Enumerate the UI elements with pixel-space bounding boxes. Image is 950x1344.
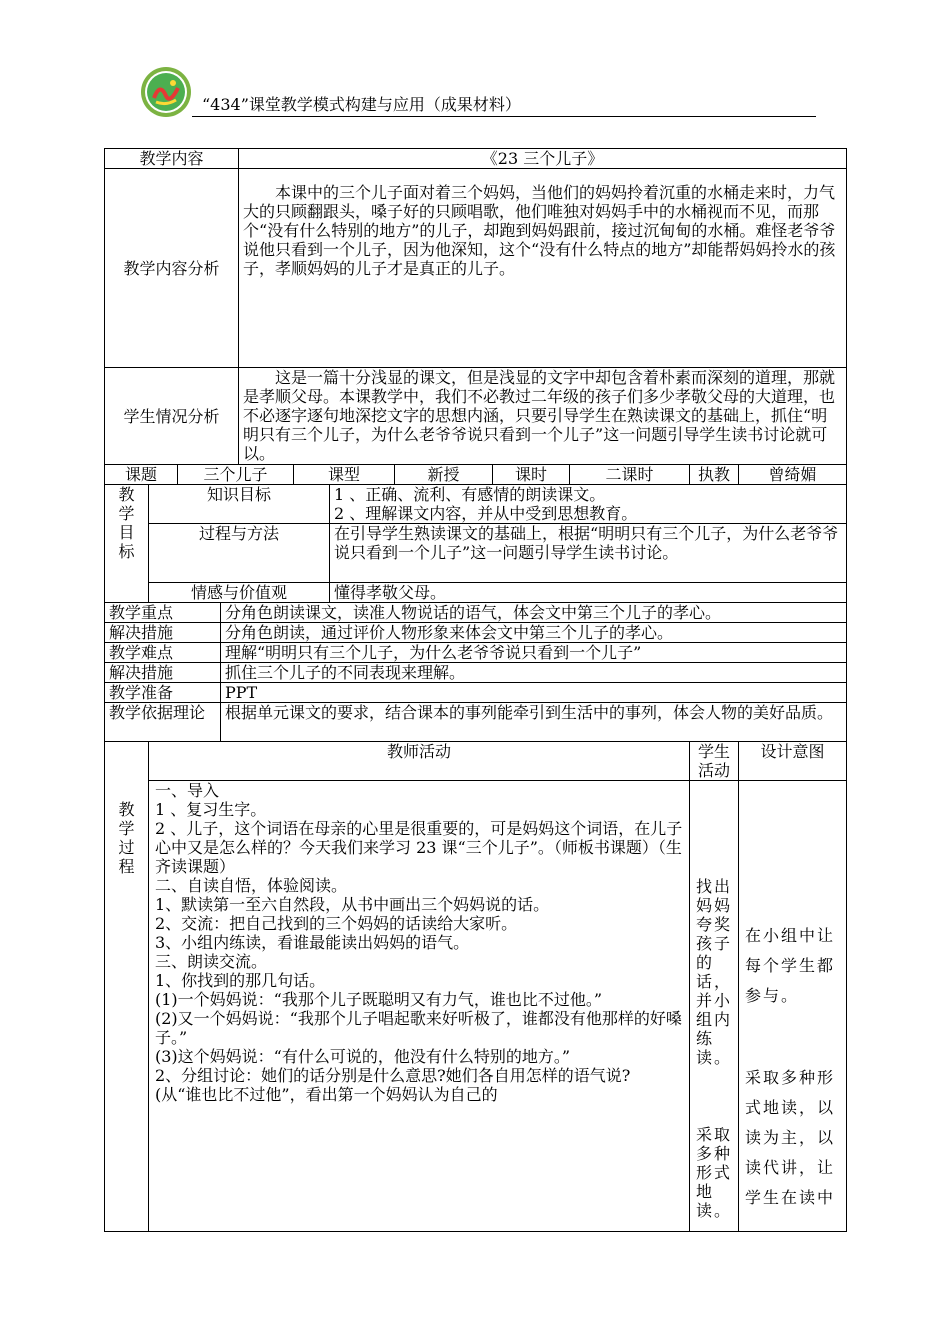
header-divider [192, 116, 816, 117]
school-logo-icon [140, 66, 192, 118]
content-label: 教学内容 [105, 149, 239, 169]
teacher-activity-header: 教师活动 [149, 742, 690, 781]
design-intent-header: 设计意图 [739, 742, 847, 781]
teacher-line: 1、你找到的那几句话。 [155, 971, 326, 990]
teacher-line: 1 、复习生字。 [155, 800, 267, 819]
teacher-value: 曾绮媚 [739, 465, 847, 485]
hours-label: 课时 [493, 465, 570, 485]
design-intent-2: 采取多种形式地读，以读为主，以读代讲，让学生在读中 [745, 1068, 836, 1207]
theory-text: 根据单元课文的要求，结合课本的事列能牵引到生活中的事列，体会人物的美好品质。 [221, 703, 847, 742]
teacher-line: 2、分组讨论：她们的话分别是什么意思?她们各自用怎样的语气说? [155, 1066, 631, 1085]
theory-label: 教学依据理论 [105, 703, 221, 742]
student-activity-2: 采取多种形式地读。 [696, 1125, 733, 1220]
teacher-activity-cell [149, 781, 690, 1232]
difficulty-label: 教学难点 [105, 643, 221, 663]
teacher-line: 二、自读自悟，体验阅读。 [155, 876, 348, 895]
emotion-value-label: 情感与价值观 [149, 583, 330, 603]
content-analysis-text: 本课中的三个儿子面对着三个妈妈，当他们的妈妈拎着沉重的水桶走来时，力气大的只顾翻跟头，嗓子好的只顾唱歌，他们唯独对妈妈手中的水桶视而不见，而那个“没有什么特别的地方”的儿子，却跑到妈妈跟前，接过沉甸甸的水桶。难怪老爷爷说他只看到一个儿子，因为他深知，这个“没有什么特点的地方”却能帮妈妈拎水的孩子，孝顺妈妈的儿子才是真正的儿子。 [239, 169, 847, 368]
student-analysis-label: 学生情况分析 [105, 368, 239, 465]
process-label: 教 学 过 程 [105, 742, 149, 1232]
difficulty-solution-text: 抓住三个儿子的不同表现来理解。 [221, 663, 847, 683]
teacher-line: 一、导入 [155, 781, 220, 800]
key-point-label: 教学重点 [105, 603, 221, 623]
topic-label: 课题 [105, 465, 178, 485]
student-activity-cell [690, 781, 739, 1232]
process-method-text: 在引导学生熟读课文的基础上，根据“明明只有三个儿子，为什么老爷爷说只看到一个儿子”这一问题引导学生读书讨论。 [330, 524, 847, 583]
teacher-line: 3、小组内练读，看谁最能读出妈妈的语气。 [155, 933, 470, 952]
topic-value: 三个儿子 [178, 465, 294, 485]
knowledge-objective-label: 知识目标 [149, 485, 330, 524]
preparation-text: PPT [221, 683, 847, 703]
objectives-label: 教 学 目 标 [105, 485, 149, 603]
type-label: 课型 [294, 465, 395, 485]
design-intent-1: 在小组中让每个学生都参与。 [745, 926, 836, 1005]
difficulty-solution-label: 解决措施 [105, 663, 221, 683]
teacher-line: (3)这个妈妈说：“有什么可说的，他没有什么特别的地方。” [155, 1047, 571, 1066]
student-analysis-text: 这是一篇十分浅显的课文，但是浅显的文字中却包含着朴素而深刻的道理，那就是孝顺父母。本课教学中，我们不必教过二年级的孩子们多少孝敬父母的大道理，也不必逐字逐句地深挖文字的思想内涵，只要引导学生在熟读课文的基础上，抓住“明明只有三个儿子，为什么老爷爷说只看到一个儿子”这一问题引导学生读书讨论就可以。 [239, 368, 847, 465]
teacher-line: 1、默读第一至六自然段，从书中画出三个妈妈说的话。 [155, 895, 550, 914]
preparation-label: 教学准备 [105, 683, 221, 703]
teacher-line: (2)又一个妈妈说：“我那个儿子唱起歌来好听极了，谁都没有他那样的好嗓子。” [155, 1009, 682, 1047]
key-point-text: 分角色朗读课文，读准人物说话的语气，体会文中第三个儿子的孝心。 [221, 603, 847, 623]
key-solution-label: 解决措施 [105, 623, 221, 643]
teacher-line: 三、朗读交流。 [155, 952, 268, 971]
emotion-value-text: 懂得孝敬父母。 [330, 583, 847, 603]
process-method-label: 过程与方法 [149, 524, 330, 583]
lesson-plan-table [104, 148, 847, 1232]
content-analysis-label: 教学内容分析 [105, 169, 239, 368]
header-title: “434”课堂教学模式构建与应用（成果材料） [202, 95, 521, 114]
teacher-line: (从“谁也比不过他”，看出第一个妈妈认为自己的 [155, 1085, 498, 1104]
page-header [140, 66, 816, 118]
student-activity-1: 找出妈妈夸奖孩子的话，并小组内练读。 [696, 877, 733, 1067]
student-activity-header: 学生活动 [690, 742, 739, 781]
difficulty-text: 理解“明明只有三个儿子，为什么老爷爷说只看到一个儿子” [221, 643, 847, 663]
content-value: 《23 三个儿子》 [239, 149, 847, 169]
knowledge-objective-text: 1 、正确、流利、有感情的朗读课文。 2 、理解课文内容，并从中受到思想教育。 [330, 485, 847, 524]
key-solution-text: 分角色朗读，通过评价人物形象来体会文中第三个儿子的孝心。 [221, 623, 847, 643]
teacher-line: 2、交流：把自己找到的三个妈妈的话读给大家听。 [155, 914, 518, 933]
teacher-label: 执教 [690, 465, 739, 485]
teacher-line: (1)一个妈妈说：“我那个儿子既聪明又有力气，谁也比不过他。” [155, 990, 603, 1009]
type-value: 新授 [395, 465, 493, 485]
hours-value: 二课时 [570, 465, 690, 485]
design-intent-cell [739, 781, 847, 1232]
teacher-line: 2 、儿子，这个词语在母亲的心里是很重要的，可是妈妈这个词语，在儿子心中又是怎么样的？今天我们来学习 23 课“三个儿子”。（师板书课题）（生齐读课题） [155, 819, 683, 876]
